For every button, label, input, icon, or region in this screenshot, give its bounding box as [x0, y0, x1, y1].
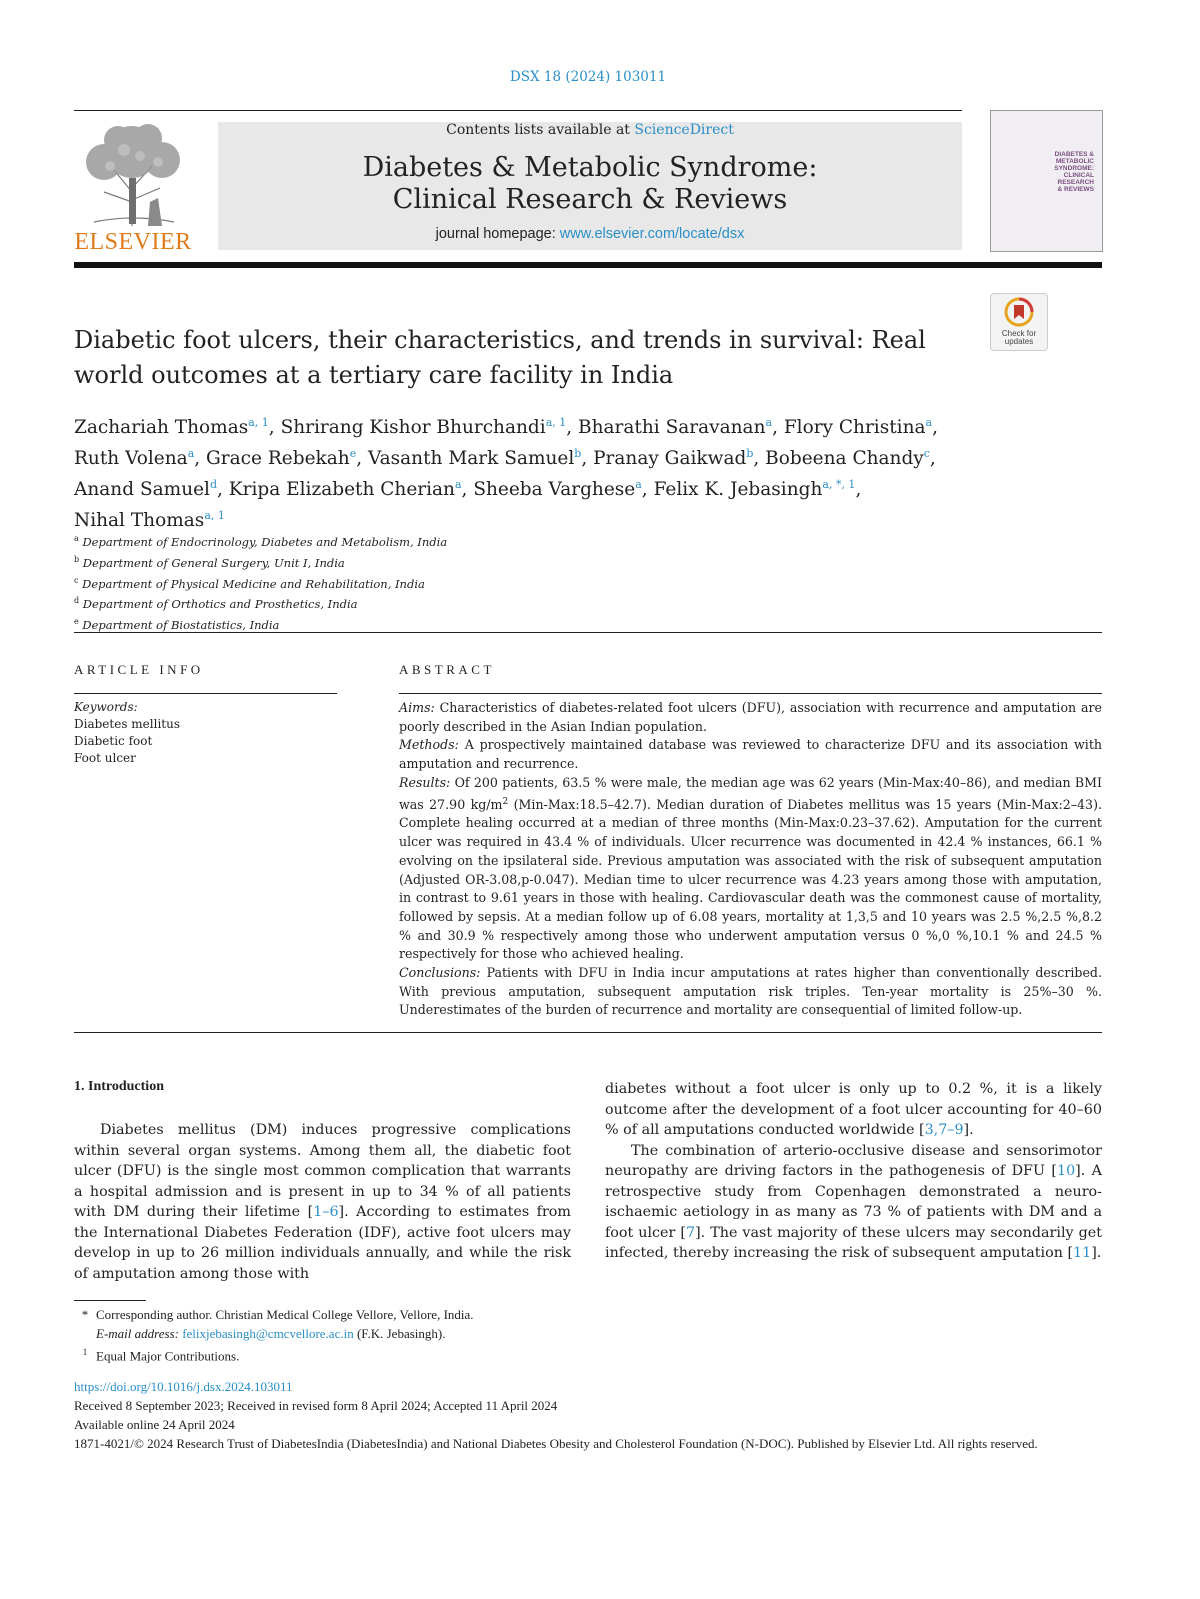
affiliation-list — [74, 530, 674, 634]
contents-prefix: Contents lists available at — [446, 122, 635, 138]
author-affiliation-mark[interactable]: a, 1 — [545, 416, 567, 429]
author-affiliation-mark[interactable]: a, *, 1 — [822, 478, 856, 492]
author-affiliation-mark[interactable]: a, 1 — [204, 509, 225, 523]
author-separator: , — [194, 448, 207, 470]
conclusions-text: Patients with DFU in India incur amputations at rates higher than conventionally described. With previous amputation, subsequent amputation risk triples. Ten-year mortality is 25%–30 %. Underestimates of the burden of recurrence and mortality are consequential of limited follow-up. — [399, 965, 1102, 1018]
author-name[interactable]: Sheeba Varghese — [473, 479, 636, 501]
journal-citation[interactable]: DSX 18 (2024) 103011 — [509, 69, 667, 85]
affiliation-text: Department of Biostatistics, India — [82, 618, 280, 633]
keywords-block — [74, 699, 334, 767]
header-thick-rule — [74, 262, 1102, 268]
results-label: Results: — [399, 774, 451, 790]
author-list — [74, 410, 1074, 535]
author-name[interactable]: Grace Rebekah — [206, 448, 350, 470]
author-name[interactable]: Ruth Volena — [74, 448, 188, 470]
intro-left-column — [74, 1120, 571, 1284]
author-separator: , — [461, 479, 474, 501]
equal-contribution-footnote — [74, 1343, 774, 1365]
cover-title — [1054, 151, 1094, 193]
cover-line: & REVIEWS — [1057, 186, 1094, 193]
journal-title-line1: Diabetes & Metabolic Syndrome: — [362, 152, 818, 183]
methods-label: Methods: — [399, 737, 459, 753]
homepage-prefix: journal homepage: — [435, 226, 560, 242]
author-affiliation-mark[interactable]: a — [187, 447, 195, 461]
author-affiliation-mark[interactable]: b — [746, 447, 754, 461]
reference-link[interactable]: 11 — [1073, 1245, 1092, 1261]
abstract-heading: ABSTRACT — [399, 662, 495, 677]
intro-text: ]. — [1091, 1245, 1102, 1261]
results-superscript: 2 — [502, 796, 509, 807]
intro-right-column — [605, 1079, 1102, 1264]
affiliation-key: a — [74, 534, 79, 543]
author-separator: , — [268, 417, 281, 439]
cover-line: DIABETES & — [1054, 151, 1094, 158]
affiliation-text: Department of Physical Medicine and Rehabilitation, India — [82, 576, 425, 591]
affiliation-text: Department of Orthotics and Prosthetics, India — [82, 597, 358, 612]
author-separator: , — [932, 417, 938, 439]
author-affiliation-mark[interactable]: a — [765, 416, 773, 429]
author-name[interactable]: Zachariah Thomas — [74, 417, 249, 439]
asterisk-mark: * — [81, 1307, 89, 1322]
sciencedirect-link[interactable]: ScienceDirect — [634, 122, 734, 138]
author-name[interactable]: Pranay Gaikwad — [593, 448, 747, 470]
check-updates-line1: Check for — [1001, 329, 1037, 338]
footnotes — [74, 1305, 774, 1365]
abstract-end-rule — [74, 1032, 1102, 1033]
affiliation-key: b — [74, 554, 80, 564]
affiliation-key: c — [74, 575, 79, 585]
article-info-rule — [74, 693, 337, 694]
author-affiliation-mark[interactable]: d — [209, 478, 218, 492]
results-text-part1: Of 200 patients, 63.5 % were male, the median age was 62 years (Min-Max:40–86), and median BMI was 27.90 kg/m — [399, 774, 1102, 812]
equal-contribution-text: Equal Major Contributions. — [96, 1348, 240, 1364]
header-rule — [74, 110, 962, 111]
affiliation-item — [74, 530, 674, 551]
keyword-item: Diabetes mellitus — [74, 717, 180, 731]
abstract-body — [399, 699, 1102, 1020]
journal-title — [218, 152, 962, 216]
abstract-rule — [399, 693, 1102, 694]
copyright-notice: 1871-4021/© 2024 Research Trust of DiabetesIndia (DiabetesIndia) and National Diabetes Obesity and Cholesterol Foundation (N-DOC). Published by Elsevier Ltd. All rights reserved. — [74, 1436, 1038, 1451]
affiliation-item — [74, 551, 674, 572]
available-online: Available online 24 April 2024 — [74, 1417, 235, 1432]
intro-text: diabetes without a foot ulcer is only up to 0.2 %, it is a likely outcome after the development of a foot ulcer accounting for 40–60 % of all amputations conducted worldwide [ — [605, 1081, 1102, 1138]
email-footnote — [74, 1324, 774, 1343]
author-affiliation-mark[interactable]: e — [349, 447, 357, 461]
affiliation-text: Department of General Surgery, Unit I, India — [82, 555, 345, 570]
affiliation-text: Department of Endocrinology, Diabetes and Metabolism, India — [82, 534, 448, 549]
intro-text: ]. A retrospective study from Copenhagen demonstrated a neuro-ischaemic aetiology in as many as 73 % of patients with DM and a foot ulcer [ — [605, 1163, 1102, 1241]
corresponding-text: Corresponding author. Christian Medical College Vellore, Vellore, India. — [96, 1307, 474, 1322]
author-name[interactable]: Bharathi Saravanan — [578, 417, 766, 439]
affiliation-key: e — [74, 617, 79, 627]
journal-cover-thumbnail[interactable] — [990, 110, 1103, 252]
author-affiliation-mark[interactable]: a, 1 — [248, 416, 269, 429]
author-affiliation-mark[interactable]: a — [925, 416, 933, 429]
cover-line: CLINICAL — [1063, 172, 1094, 179]
article-title: Diabetic foot ulcers, their characteristics, and trends in survival: Real world outcomes at a tertiary care facility in India — [74, 326, 926, 389]
cover-line: METABOLIC — [1055, 158, 1094, 165]
abstract-results — [399, 774, 1102, 964]
affiliation-key: d — [74, 596, 80, 606]
author-separator: , — [217, 479, 229, 501]
author-separator: , — [855, 479, 862, 501]
reference-link[interactable]: 1–6 — [313, 1204, 339, 1220]
intro-text: ]. — [963, 1122, 974, 1138]
author-affiliation-mark[interactable]: a — [454, 478, 462, 492]
author-name[interactable]: Nihal Thomas — [74, 510, 205, 532]
author-separator: , — [581, 448, 594, 470]
reference-link[interactable]: 7 — [685, 1224, 696, 1241]
cover-line: RESEARCH — [1057, 179, 1094, 186]
intro-text: ]. The vast majority of these ulcers may secondarily get infected, thereby increasing the risk of subsequent amputation [ — [605, 1224, 1102, 1261]
keyword-item: Diabetic foot — [74, 734, 153, 748]
intro-paragraph — [605, 1141, 1102, 1264]
footnote-number: 1 — [82, 1347, 88, 1357]
conclusions-label: Conclusions: — [399, 965, 481, 981]
article-metadata — [74, 1377, 1104, 1453]
author-name[interactable]: Bobeena Chandy — [765, 448, 924, 470]
author-name[interactable]: Felix K. Jebasingh — [653, 479, 823, 501]
intro-paragraph — [74, 1120, 571, 1284]
journal-homepage — [218, 226, 962, 242]
author-separator: , — [753, 448, 766, 470]
results-text-part2: (Min-Max:18.5–42.7). Median duration of Diabetes mellitus was 15 years (Min-Max:2–43). Complete healing occurred at a median of three months (Min-Max:0.23–37.62). Amputation for the current ulcer was required in 43.4 % of individuals. Ulcer recurrence was documented in 42.4 % instances, 66.1 % evolving on the ipsilateral side. Previous amputation was associated with the risk of subsequent amputation (Adjusted OR-3.08,p-0.047). Median time to ulcer recurrence was 4.23 years among those with amputation, in contrast to 9.61 years in those with healing. Cardiovascular death was the commonest cause of mortality, followed by sepsis. At a median follow up of 6.08 years, mortality at 1,3,5 and 10 years was 2.5 %,2.5 %,8.2 % and 30.9 % respectively among those who underwent amputation versus 0 %,0 %,10.1 % and 24.5 % respectively for those who achieved healing. — [399, 796, 1102, 962]
contents-line — [218, 122, 962, 138]
reference-link[interactable]: 3,7–9 — [924, 1122, 964, 1138]
author-name[interactable]: Shrirang Kishor Bhurchandi — [280, 417, 546, 439]
reference-link[interactable]: 10 — [1056, 1163, 1076, 1179]
email-label: E-mail address: — [96, 1326, 179, 1341]
footnote-rule — [74, 1300, 146, 1301]
affiliation-item — [74, 572, 674, 593]
corresponding-footnote — [74, 1305, 774, 1324]
keyword-item: Foot ulcer — [74, 751, 136, 765]
intro-text: Diabetes mellitus (DM) induces progressive complications within several organ systems. Among them all, the diabetic foot ulcer (DFU) is the single most common complication that warrants a hospital admission and is present in up to 34 % of all patients with DM during their lifetime [ — [74, 1122, 571, 1220]
author-separator: , — [566, 417, 579, 439]
email-suffix: (F.K. Jebasingh). — [353, 1326, 446, 1341]
section-rule — [74, 632, 1102, 633]
received-dates: Received 8 September 2023; Received in revised form 8 April 2024; Accepted 11 April 2024 — [74, 1398, 558, 1413]
author-name[interactable]: Kripa Elizabeth Cherian — [228, 479, 455, 501]
author-separator: , — [356, 448, 368, 470]
author-separator: , — [641, 479, 654, 501]
abstract-aims — [399, 699, 1102, 736]
publisher-wordmark: ELSEVIER — [74, 229, 192, 255]
check-updates-icon — [991, 294, 1047, 330]
homepage-link[interactable]: www.elsevier.com/locate/dsx — [559, 226, 745, 242]
doi-link[interactable]: https://doi.org/10.1016/j.dsx.2024.103011 — [74, 1379, 293, 1394]
cover-line: SYNDROME: — [1054, 165, 1094, 172]
email-link[interactable]: felixjebasingh@cmcvellore.ac.in — [182, 1326, 354, 1341]
keywords-label: Keywords: — [74, 700, 138, 714]
author-affiliation-mark[interactable]: b — [574, 447, 582, 461]
author-name[interactable]: Vasanth Mark Samuel — [367, 448, 575, 470]
affiliation-item — [74, 592, 674, 613]
introduction-heading: 1. Introduction — [74, 1079, 164, 1094]
journal-title-line2: Clinical Research & Reviews — [392, 184, 788, 215]
author-name[interactable]: Flory Christina — [783, 417, 926, 439]
methods-text: A prospectively maintained database was reviewed to characterize DFU and its association with amputation and recurrence. — [399, 737, 1102, 772]
abstract-conclusions — [399, 964, 1102, 1020]
aims-label: Aims: — [399, 700, 435, 715]
author-name[interactable]: Anand Samuel — [74, 479, 210, 501]
check-for-updates-badge[interactable] — [990, 293, 1048, 351]
author-affiliation-mark[interactable]: c — [923, 447, 930, 461]
intro-text: ]. According to estimates from the International Diabetes Federation (IDF), active foot ulcers may develop in up to 26 million individuals annually, and while the risk of amputation among those with — [74, 1204, 571, 1282]
aims-text: Characteristics of diabetes-related foot ulcers (DFU), association with recurrence and amputation are poorly described in the Asian Indian population. — [399, 700, 1102, 734]
intro-paragraph — [605, 1079, 1102, 1141]
article-info-heading: ARTICLE INFO — [74, 662, 204, 677]
intro-text: The combination of arterio-occlusive disease and sensorimotor neuropathy are driving factors in the pathogenesis of DFU [ — [605, 1142, 1102, 1179]
abstract-methods — [399, 736, 1102, 773]
author-affiliation-mark[interactable]: a — [635, 478, 642, 492]
check-updates-label — [991, 330, 1047, 346]
author-separator: , — [929, 448, 936, 470]
check-updates-line2: updates — [1004, 337, 1034, 346]
author-separator: , — [772, 417, 784, 439]
